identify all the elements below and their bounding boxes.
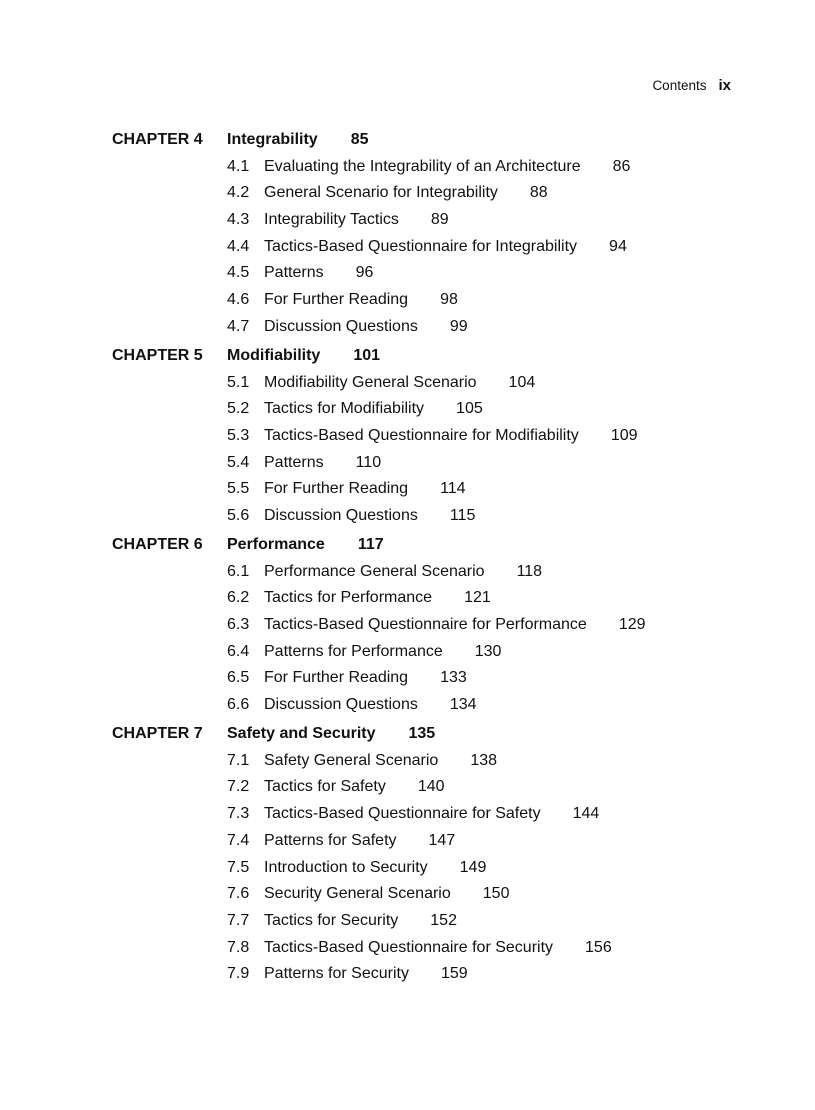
section-title: Patterns (264, 264, 324, 282)
section-page-number: 96 (355, 264, 374, 282)
toc-chapter (112, 536, 732, 716)
chapter-heading[interactable] (112, 131, 732, 151)
toc-section-entry[interactable] (112, 480, 732, 500)
toc-section-entry[interactable] (112, 184, 732, 204)
section-title: Safety General Scenario (264, 751, 439, 769)
running-head (652, 77, 731, 94)
section-title: Modifiability General Scenario (264, 373, 477, 391)
section-number: 5.4 (227, 453, 250, 471)
section-page-number: 130 (474, 642, 502, 660)
section-page-number: 133 (440, 669, 467, 687)
chapter-title: Safety and Security (227, 725, 376, 743)
toc-section-entry[interactable] (112, 454, 732, 474)
section-title: Performance General Scenario (264, 562, 485, 580)
toc-section-entry[interactable] (112, 400, 732, 420)
section-number: 5.5 (227, 480, 250, 498)
section-title: Patterns for Security (264, 965, 409, 983)
section-number: 5.6 (227, 506, 250, 524)
section-page-number: 149 (459, 858, 487, 876)
chapter-page-number: 135 (408, 725, 436, 743)
toc-chapter (112, 347, 732, 527)
section-page-number: 129 (618, 616, 646, 633)
section-title: Patterns for Safety (264, 831, 397, 849)
section-title: General Scenario for Integrability (264, 184, 498, 202)
section-number: 5.2 (227, 400, 250, 418)
section-title: Tactics-Based Questionnaire for Security (264, 938, 554, 956)
chapter-heading[interactable] (112, 725, 732, 745)
section-number: 6.4 (227, 642, 250, 660)
section-page-number: 110 (355, 453, 382, 471)
section-page-number: 99 (449, 317, 468, 335)
section-page-number: 121 (464, 589, 491, 607)
toc-chapter (112, 725, 732, 985)
toc-section-entry[interactable] (112, 778, 732, 798)
chapter-page-number: 101 (353, 346, 381, 364)
section-title: Tactics for Safety (264, 778, 386, 796)
section-title: Discussion Questions (264, 506, 418, 524)
chapter-title: Performance (227, 535, 325, 553)
toc-section-entry[interactable] (112, 291, 732, 311)
chapter-heading[interactable] (112, 536, 732, 556)
section-page-number: 88 (529, 184, 548, 202)
section-title: Tactics-Based Questionnaire for Integrability (264, 237, 578, 255)
section-page-number: 94 (609, 237, 627, 255)
toc-section-entry[interactable] (112, 427, 732, 447)
toc-section-entry[interactable] (112, 805, 732, 825)
section-page-number: 150 (482, 885, 510, 903)
section-title: Tactics-Based Questionnaire for Modifiability (264, 426, 579, 444)
running-head-label: Contents (652, 78, 707, 93)
toc-section-entry[interactable] (112, 563, 732, 583)
section-page-number: 140 (417, 778, 445, 796)
toc-section-entry[interactable] (112, 264, 732, 284)
section-title: Tactics for Security (264, 911, 399, 929)
section-page-number: 118 (516, 562, 543, 580)
section-title: Evaluating the Integrability of an Architecture (264, 157, 581, 175)
section-title: Patterns (264, 453, 324, 471)
toc-section-entry[interactable] (112, 939, 732, 959)
toc-section-entry[interactable] (112, 752, 732, 772)
section-page-number: 89 (430, 211, 449, 229)
section-number: 7.4 (227, 831, 250, 849)
chapter-label: CHAPTER 5 (112, 346, 203, 364)
section-page-number: 98 (440, 291, 458, 309)
toc-chapter (112, 131, 732, 338)
toc-section-entry[interactable] (112, 669, 732, 689)
running-head-page-number: ix (718, 77, 731, 94)
toc-section-entry[interactable] (112, 696, 732, 716)
section-number: 7.8 (227, 938, 250, 956)
section-title: Discussion Questions (264, 317, 418, 335)
toc-section-entry[interactable] (112, 859, 732, 879)
section-number: 4.4 (227, 237, 250, 255)
section-number: 4.3 (227, 211, 250, 229)
section-title: Integrability Tactics (264, 211, 399, 229)
toc-section-entry[interactable] (112, 589, 732, 609)
section-page-number: 156 (585, 938, 612, 956)
section-number: 4.1 (227, 157, 250, 175)
section-title: Tactics-Based Questionnaire for Performance (264, 616, 587, 633)
section-number: 7.9 (227, 965, 250, 983)
section-page-number: 147 (428, 831, 456, 849)
section-number: 7.5 (227, 858, 250, 876)
section-number: 6.5 (227, 669, 250, 687)
section-number: 6.6 (227, 696, 250, 714)
chapter-page-number: 85 (350, 131, 369, 148)
toc-section-entry[interactable] (112, 374, 732, 394)
section-page-number: 114 (440, 480, 466, 498)
section-page-number: 115 (449, 506, 476, 524)
section-page-number: 159 (440, 965, 468, 983)
section-title: Tactics-Based Questionnaire for Safety (264, 805, 541, 823)
section-page-number: 109 (610, 426, 638, 444)
section-title: Security General Scenario (264, 885, 451, 903)
chapter-title: Integrability (227, 131, 318, 148)
toc-section-entry[interactable] (112, 211, 732, 231)
section-number: 7.6 (227, 885, 250, 903)
section-title: Discussion Questions (264, 696, 418, 714)
section-number: 7.1 (227, 751, 250, 769)
section-number: 4.6 (227, 291, 250, 309)
toc-section-entry[interactable] (112, 912, 732, 932)
section-number: 5.1 (227, 373, 250, 391)
section-number: 6.1 (227, 562, 250, 580)
section-title: For Further Reading (264, 291, 409, 309)
section-number: 5.3 (227, 426, 250, 444)
toc-section-entry[interactable] (112, 885, 732, 905)
toc-section-entry[interactable] (112, 616, 732, 636)
toc-section-entry[interactable] (112, 238, 732, 258)
section-number: 4.5 (227, 264, 250, 282)
table-of-contents (112, 131, 732, 994)
section-page-number: 134 (449, 696, 477, 714)
section-number: 6.3 (227, 616, 250, 633)
section-number: 7.2 (227, 778, 250, 796)
section-title: Tactics for Performance (264, 589, 433, 607)
section-page-number: 152 (430, 911, 457, 929)
section-title: Patterns for Performance (264, 642, 443, 660)
toc-section-entry[interactable] (112, 643, 732, 663)
section-page-number: 144 (572, 805, 600, 823)
section-page-number: 138 (470, 751, 498, 769)
chapter-label: CHAPTER 6 (112, 535, 203, 553)
section-title: Tactics for Modifiability (264, 400, 425, 418)
section-number: 4.2 (227, 184, 250, 202)
toc-section-entry[interactable] (112, 158, 732, 178)
chapter-label: CHAPTER 7 (112, 725, 203, 743)
chapter-page-number: 117 (357, 535, 384, 553)
section-title: For Further Reading (264, 480, 409, 498)
section-page-number: 104 (508, 373, 536, 391)
toc-section-entry[interactable] (112, 965, 732, 985)
toc-section-entry[interactable] (112, 318, 732, 338)
chapter-label: CHAPTER 4 (112, 131, 203, 148)
section-page-number: 105 (456, 400, 483, 418)
toc-section-entry[interactable] (112, 507, 732, 527)
chapter-heading[interactable] (112, 347, 732, 367)
section-number: 6.2 (227, 589, 250, 607)
toc-section-entry[interactable] (112, 832, 732, 852)
section-number: 7.7 (227, 911, 250, 929)
chapter-title: Modifiability (227, 346, 321, 364)
section-number: 4.7 (227, 317, 250, 335)
section-page-number: 86 (612, 157, 631, 175)
section-number: 7.3 (227, 805, 250, 823)
section-title: For Further Reading (264, 669, 409, 687)
section-title: Introduction to Security (264, 858, 428, 876)
